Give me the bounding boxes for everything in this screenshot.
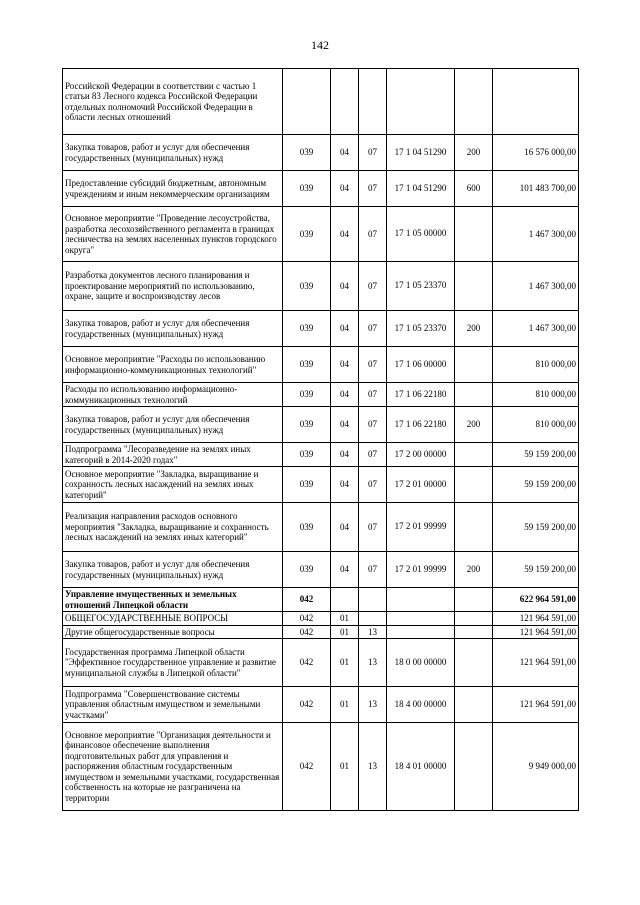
row-target-code: 17 2 00 00000 [387,443,455,467]
row-expense-type-code [455,687,493,723]
row-target-code: 17 1 05 00000 [387,207,455,262]
row-name: ОБЩЕГОСУДАРСТВЕННЫЕ ВОПРОСЫ [63,612,283,626]
row-name: Реализация направления расходов основного мероприятия "Закладка, выращивание и сохранность лесных насаждений на землях иных категорий" [63,503,283,552]
row-section-code: 04 [331,311,359,347]
table-row [63,639,579,687]
row-ministry-code: 039 [283,552,331,588]
row-section-code: 04 [331,207,359,262]
row-ministry-code: 039 [283,347,331,383]
row-name: Закупка товаров, работ и услуг для обеспечения государственных (муниципальных) нужд [63,552,283,588]
table-row [63,467,579,503]
row-subsection-code: 07 [359,407,387,443]
row-section-code: 04 [331,347,359,383]
table-row [63,383,579,407]
row-expense-type-code [455,639,493,687]
row-ministry-code: 039 [283,311,331,347]
row-name: Закупка товаров, работ и услуг для обеспечения государственных (муниципальных) нужд [63,135,283,171]
row-name: Другие общегосударственные вопросы [63,625,283,639]
row-section-code: 01 [331,687,359,723]
row-target-code: 17 1 06 22180 [387,383,455,407]
row-amount: 121 964 591,00 [493,687,579,723]
table-row [63,443,579,467]
row-amount: 121 964 591,00 [493,612,579,626]
row-amount: 810 000,00 [493,347,579,383]
row-ministry-code: 042 [283,687,331,723]
row-target-code: 17 1 04 51290 [387,135,455,171]
row-amount: 101 483 700,00 [493,171,579,207]
row-target-code: 17 1 04 51290 [387,171,455,207]
row-ministry-code: 039 [283,262,331,311]
row-target-code [387,625,455,639]
row-amount: 810 000,00 [493,407,579,443]
row-expense-type-code [455,347,493,383]
row-target-code [387,69,455,135]
row-name: Управление имущественных и земельных отношений Липецкой области [63,588,283,612]
row-expense-type-code [455,443,493,467]
table-row [63,135,579,171]
row-target-code: 18 4 01 00000 [387,723,455,811]
row-expense-type-code [455,625,493,639]
row-expense-type-code: 200 [455,552,493,588]
row-amount: 16 576 000,00 [493,135,579,171]
row-subsection-code: 07 [359,443,387,467]
row-ministry-code: 042 [283,639,331,687]
row-subsection-code: 13 [359,639,387,687]
row-section-code: 04 [331,552,359,588]
row-subsection-code [359,69,387,135]
row-amount: 1 467 300,00 [493,207,579,262]
row-subsection-code: 07 [359,135,387,171]
row-section-code: 04 [331,171,359,207]
row-section-code: 04 [331,262,359,311]
row-expense-type-code: 600 [455,171,493,207]
row-subsection-code [359,588,387,612]
row-name: Закупка товаров, работ и услуг для обеспечения государственных (муниципальных) нужд [63,311,283,347]
row-amount: 121 964 591,00 [493,639,579,687]
row-subsection-code: 13 [359,723,387,811]
row-section-code: 01 [331,639,359,687]
row-target-code: 17 1 06 22180 [387,407,455,443]
table-row [63,612,579,626]
row-target-code [387,612,455,626]
row-expense-type-code [455,383,493,407]
row-amount: 1 467 300,00 [493,262,579,311]
row-expense-type-code [455,262,493,311]
row-subsection-code: 07 [359,262,387,311]
table-row [63,171,579,207]
row-expense-type-code [455,69,493,135]
row-name: Российской Федерации в соответствии с частью 1 статьи 83 Лесного кодекса Российской Федерации отдельных полномочий Российской Федерации в области лесных отношений [63,69,283,135]
table-row [63,503,579,552]
row-ministry-code: 039 [283,443,331,467]
row-name: Расходы по использованию информационно-коммуникационных технологий [63,383,283,407]
row-target-code [387,588,455,612]
row-amount: 1 467 300,00 [493,311,579,347]
table-row [63,407,579,443]
row-subsection-code: 07 [359,467,387,503]
row-ministry-code: 042 [283,588,331,612]
row-expense-type-code [455,612,493,626]
row-expense-type-code [455,467,493,503]
table-row [63,723,579,811]
row-target-code: 17 2 01 99999 [387,552,455,588]
budget-table-body [63,69,579,811]
row-section-code [331,588,359,612]
row-name: Основное мероприятие "Расходы по использованию информационно-коммуникационных технологий" [63,347,283,383]
table-row [63,687,579,723]
row-subsection-code: 07 [359,171,387,207]
row-ministry-code: 042 [283,612,331,626]
table-row [63,69,579,135]
row-subsection-code [359,612,387,626]
row-ministry-code: 042 [283,723,331,811]
row-subsection-code: 07 [359,347,387,383]
row-section-code: 04 [331,467,359,503]
table-row [63,262,579,311]
row-expense-type-code: 200 [455,311,493,347]
row-ministry-code [283,69,331,135]
row-amount: 59 159 200,00 [493,552,579,588]
row-expense-type-code [455,503,493,552]
row-subsection-code: 13 [359,625,387,639]
row-name: Предоставление субсидий бюджетным, автономным учреждениям и иным некоммерческим организациям [63,171,283,207]
row-amount: 59 159 200,00 [493,503,579,552]
row-subsection-code: 07 [359,207,387,262]
row-amount: 810 000,00 [493,383,579,407]
table-row [63,552,579,588]
page-number: 142 [311,38,329,52]
row-ministry-code: 039 [283,207,331,262]
row-ministry-code: 042 [283,625,331,639]
row-amount: 59 159 200,00 [493,467,579,503]
row-target-code: 18 0 00 00000 [387,639,455,687]
row-ministry-code: 039 [283,135,331,171]
row-expense-type-code: 200 [455,135,493,171]
row-target-code: 18 4 00 00000 [387,687,455,723]
budget-table [62,68,579,811]
row-target-code: 17 1 05 23370 [387,262,455,311]
row-name: Основное мероприятие "Организация деятельности и финансовое обеспечение выполнения подготовительных работ для управления и распоряжения областным государственным имуществом и земельными участками, государственная собственность на которые не разграничена на территории [63,723,283,811]
row-name: Государственная программа Липецкой области "Эффективное государственное управление и развитие муниципальной службы в Липецкой области" [63,639,283,687]
row-amount: 9 949 000,00 [493,723,579,811]
row-section-code: 04 [331,443,359,467]
table-row [63,311,579,347]
row-subsection-code: 07 [359,311,387,347]
row-name: Закупка товаров, работ и услуг для обеспечения государственных (муниципальных) нужд [63,407,283,443]
row-section-code: 04 [331,503,359,552]
row-subsection-code: 07 [359,552,387,588]
row-name: Основное мероприятие "Проведение лесоустройства, разработка лесохозяйственного регламента в границах лесничества на землях населенных пунктов городского округа" [63,207,283,262]
row-subsection-code: 07 [359,503,387,552]
row-expense-type-code [455,723,493,811]
row-target-code: 17 1 06 00000 [387,347,455,383]
row-ministry-code: 039 [283,407,331,443]
row-name: Подпрограмма "Совершенствование системы управления областным имуществом и земельными участками" [63,687,283,723]
row-ministry-code: 039 [283,383,331,407]
row-target-code: 17 1 05 23370 [387,311,455,347]
row-amount [493,69,579,135]
row-expense-type-code [455,588,493,612]
row-ministry-code: 039 [283,503,331,552]
row-section-code: 04 [331,135,359,171]
row-expense-type-code: 200 [455,407,493,443]
row-target-code: 17 2 01 99999 [387,503,455,552]
table-row [63,207,579,262]
row-target-code: 17 2 01 00000 [387,467,455,503]
table-row [63,347,579,383]
row-name: Разработка документов лесного планирования и проектирование мероприятий по использованию, охране, защите и воспроизводству лесов [63,262,283,311]
row-amount: 121 964 591,00 [493,625,579,639]
row-section-code: 01 [331,723,359,811]
row-section-code: 04 [331,383,359,407]
row-section-code: 01 [331,625,359,639]
row-amount: 622 964 591,00 [493,588,579,612]
row-amount: 59 159 200,00 [493,443,579,467]
row-section-code: 01 [331,612,359,626]
row-name: Основное мероприятие "Закладка, выращивание и сохранность лесных насаждений на землях иных категорий" [63,467,283,503]
row-name: Подпрограмма "Лесоразведение на землях иных категорий в 2014-2020 годах" [63,443,283,467]
row-section-code [331,69,359,135]
table-row [63,625,579,639]
table-row [63,588,579,612]
row-ministry-code: 039 [283,171,331,207]
row-expense-type-code [455,207,493,262]
row-subsection-code: 07 [359,383,387,407]
row-subsection-code: 13 [359,687,387,723]
row-ministry-code: 039 [283,467,331,503]
row-section-code: 04 [331,407,359,443]
